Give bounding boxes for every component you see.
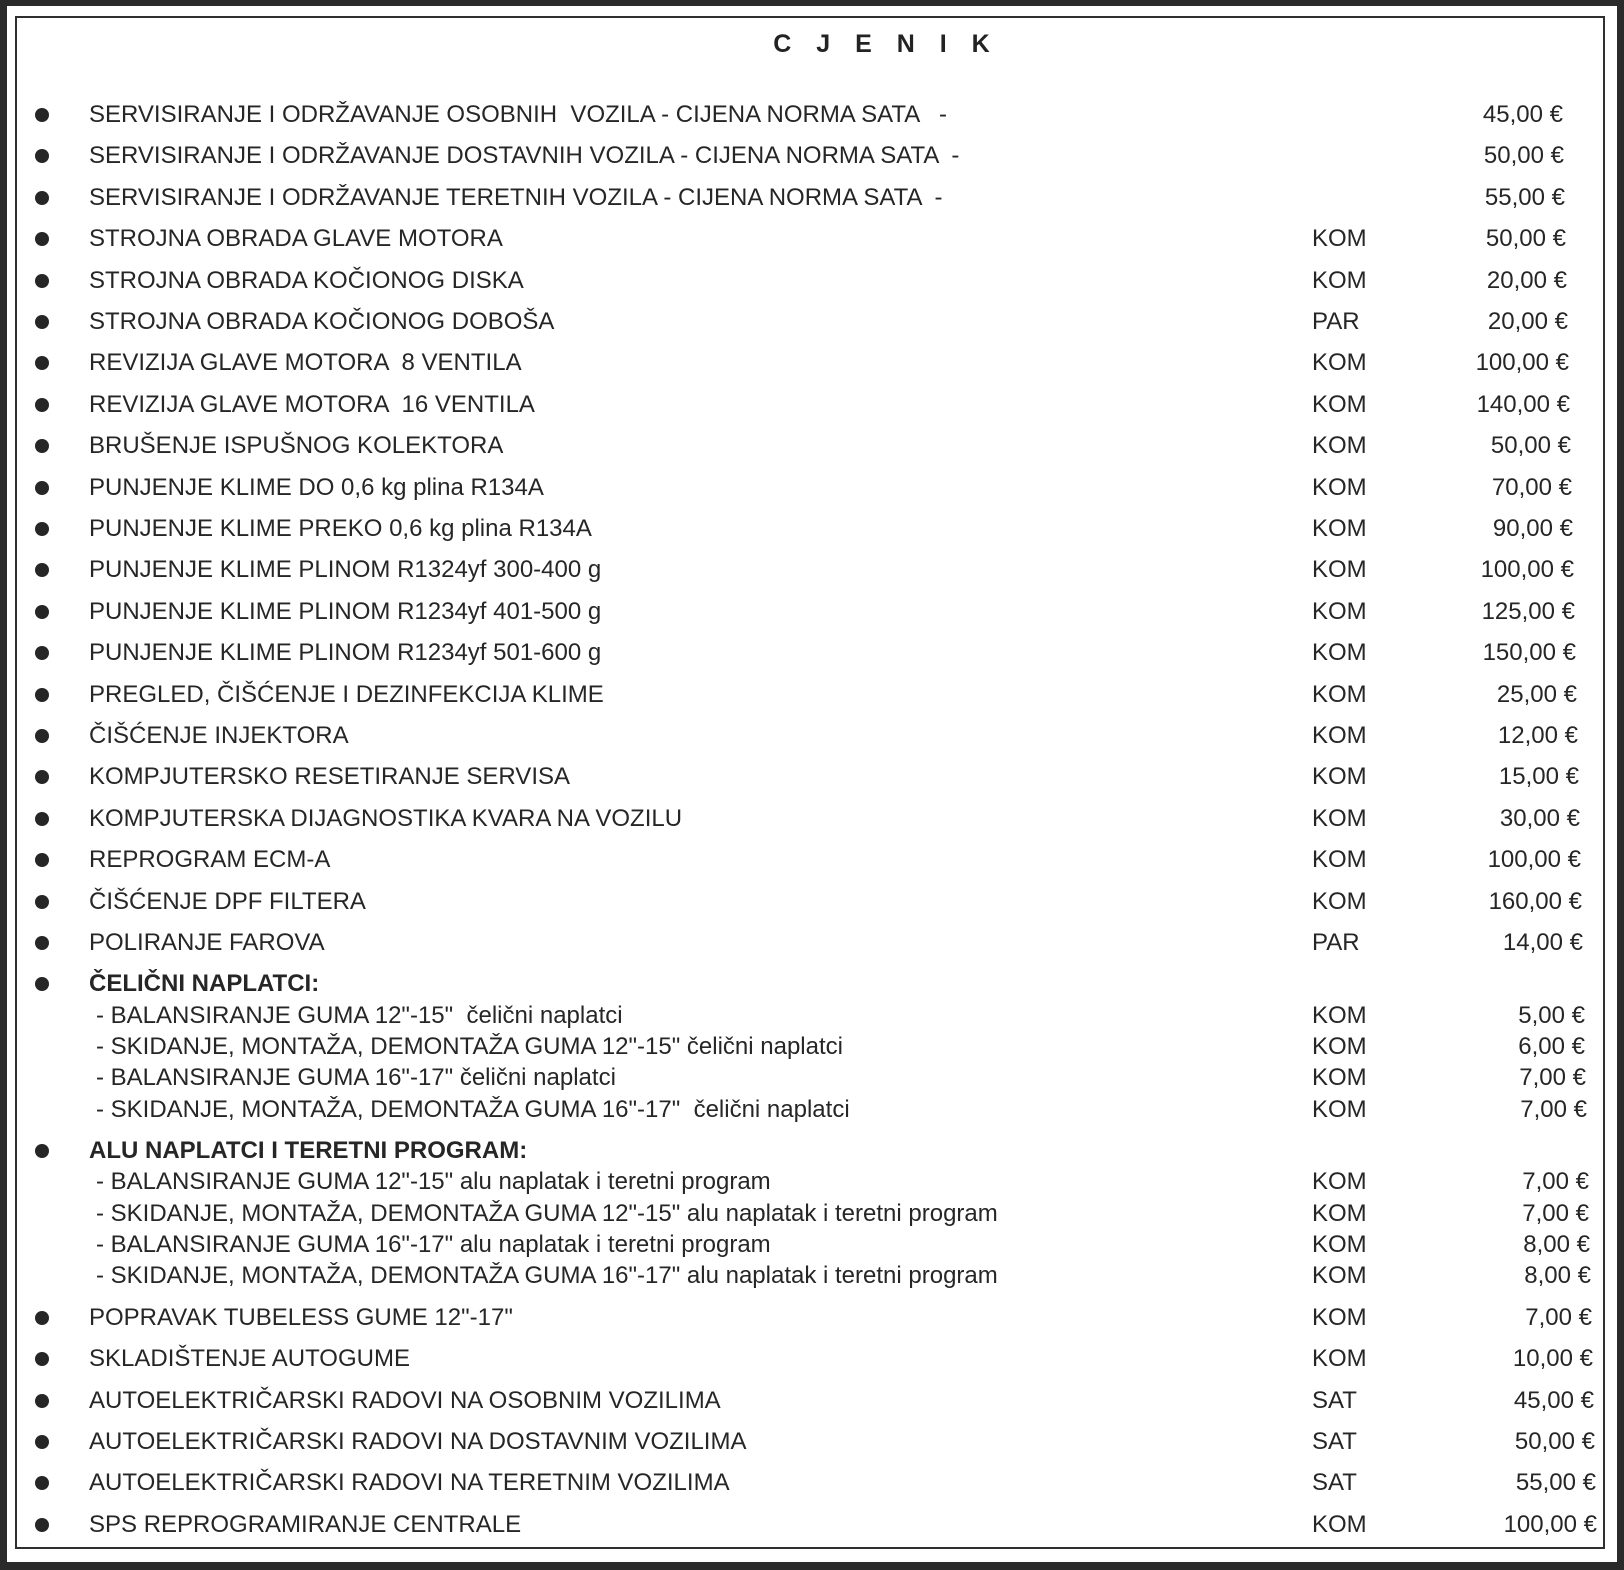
item-label: - SKIDANJE, MONTAŽA, DEMONTAŽA GUMA 12"-15" alu naplatak i teretni program [96, 1200, 998, 1227]
item-unit: KOM [1312, 1511, 1367, 1538]
bullet-icon [35, 1394, 49, 1408]
price-item [0, 804, 1624, 834]
item-label: AUTOELEKTRIČARSKI RADOVI NA DOSTAVNIM VOZILIMA [89, 1428, 747, 1455]
item-label: AUTOELEKTRIČARSKI RADOVI NA TERETNIM VOZILIMA [89, 1469, 730, 1496]
item-price: 7,00 € [1525, 1304, 1592, 1331]
bullet-icon [35, 274, 49, 288]
item-label: - BALANSIRANJE GUMA 12"-15" čelični naplatci [96, 1002, 623, 1029]
price-item [0, 721, 1624, 751]
item-price: 55,00 € [1484, 184, 1565, 211]
item-label: AUTOELEKTRIČARSKI RADOVI NA OSOBNIM VOZILIMA [89, 1387, 721, 1414]
item-label: SERVISIRANJE I ODRŽAVANJE TERETNIH VOZILA - CIJENA NORMA SATA - [89, 184, 943, 211]
bullet-icon [35, 439, 49, 453]
bullet-icon [35, 936, 49, 950]
item-label: REVIZIJA GLAVE MOTORA 8 VENTILA [89, 349, 522, 376]
item-price: 90,00 € [1492, 515, 1573, 542]
price-item [0, 141, 1624, 171]
item-price: 20,00 € [1486, 267, 1567, 294]
item-label: ALU NAPLATCI I TERETNI PROGRAM: [89, 1137, 528, 1164]
item-unit: PAR [1312, 929, 1360, 956]
price-sub-item [0, 1032, 1624, 1062]
item-label: SKLADIŠTENJE AUTOGUME [89, 1345, 410, 1372]
price-item [0, 348, 1624, 378]
item-unit: KOM [1312, 432, 1367, 459]
item-price: 20,00 € [1487, 308, 1568, 335]
bullet-icon [35, 1518, 49, 1532]
item-label: - SKIDANJE, MONTAŽA, DEMONTAŽA GUMA 16"-17" alu naplatak i teretni program [96, 1262, 998, 1289]
item-label: BRUŠENJE ISPUŠNOG KOLEKTORA [89, 432, 504, 459]
item-price: 8,00 € [1524, 1262, 1591, 1289]
item-price: 50,00 € [1514, 1428, 1595, 1455]
item-label: STROJNA OBRADA GLAVE MOTORA [89, 225, 503, 252]
price-item [0, 555, 1624, 585]
bullet-icon [35, 1476, 49, 1490]
bullet-icon [35, 563, 49, 577]
bullet-icon [35, 729, 49, 743]
price-item [0, 390, 1624, 420]
item-unit: KOM [1312, 1033, 1367, 1060]
item-price: 100,00 € [1487, 846, 1581, 873]
item-unit: KOM [1312, 1200, 1367, 1227]
item-label: STROJNA OBRADA KOČIONOG DISKA [89, 267, 524, 294]
price-item [0, 473, 1624, 503]
item-label: ČIŠĆENJE DPF FILTERA [89, 888, 366, 915]
bullet-icon [35, 646, 49, 660]
item-label: STROJNA OBRADA KOČIONOG DOBOŠA [89, 308, 555, 335]
item-price: 125,00 € [1481, 598, 1575, 625]
bullet-icon [35, 232, 49, 246]
item-price: 160,00 € [1488, 888, 1582, 915]
item-price: 100,00 € [1475, 349, 1569, 376]
item-label: KOMPJUTERSKA DIJAGNOSTIKA KVARA NA VOZILU [89, 805, 683, 832]
price-sub-item [0, 1001, 1624, 1031]
price-sub-item [0, 1095, 1624, 1125]
bullet-icon [35, 853, 49, 867]
item-price: 14,00 € [1502, 929, 1583, 956]
bullet-icon [35, 605, 49, 619]
bullet-icon [35, 895, 49, 909]
item-label: ČIŠĆENJE INJEKTORA [89, 722, 349, 749]
price-item [0, 224, 1624, 254]
item-unit: KOM [1312, 1262, 1367, 1289]
item-price: 140,00 € [1476, 391, 1570, 418]
price-item [0, 183, 1624, 213]
item-unit: KOM [1312, 846, 1367, 873]
price-item [0, 1344, 1624, 1374]
price-sub-item [0, 1230, 1624, 1260]
item-unit: KOM [1312, 888, 1367, 915]
bullet-icon [35, 812, 49, 826]
bullet-icon [35, 1435, 49, 1449]
item-price: 12,00 € [1497, 722, 1578, 749]
price-item [0, 1386, 1624, 1416]
item-price: 5,00 € [1518, 1002, 1585, 1029]
price-item [0, 887, 1624, 917]
item-price: 45,00 € [1513, 1387, 1594, 1414]
item-label: - SKIDANJE, MONTAŽA, DEMONTAŽA GUMA 12"-15" čelični naplatci [96, 1033, 843, 1060]
bullet-icon [35, 149, 49, 163]
item-price: 10,00 € [1512, 1345, 1593, 1372]
item-price: 100,00 € [1503, 1511, 1597, 1538]
item-unit: KOM [1312, 1231, 1367, 1258]
item-unit: KOM [1312, 763, 1367, 790]
price-list-title: C J E N I K [773, 30, 999, 58]
bullet-icon [35, 1311, 49, 1325]
item-label: PUNJENJE KLIME PREKO 0,6 kg plina R134A [89, 515, 592, 542]
price-item [0, 100, 1624, 130]
price-item [0, 845, 1624, 875]
item-price: 50,00 € [1485, 225, 1566, 252]
price-item [0, 431, 1624, 461]
item-unit: KOM [1312, 1345, 1367, 1372]
item-label: PUNJENJE KLIME PLINOM R1324yf 300-400 g [89, 556, 602, 583]
item-price: 7,00 € [1520, 1096, 1587, 1123]
price-item [0, 1303, 1624, 1333]
bullet-icon [35, 315, 49, 329]
price-item [0, 307, 1624, 337]
item-label: REPROGRAM ECM-A [89, 846, 331, 873]
item-unit: KOM [1312, 639, 1367, 666]
bullet-icon [35, 688, 49, 702]
item-price: 100,00 € [1480, 556, 1574, 583]
item-unit: KOM [1312, 474, 1367, 501]
item-price: 150,00 € [1482, 639, 1576, 666]
bullet-icon [35, 977, 49, 991]
price-item [0, 638, 1624, 668]
bullet-icon [35, 356, 49, 370]
item-unit: KOM [1312, 805, 1367, 832]
price-item [0, 680, 1624, 710]
item-price: 70,00 € [1491, 474, 1572, 501]
item-label: - SKIDANJE, MONTAŽA, DEMONTAŽA GUMA 16"-17" čelični naplatci [96, 1096, 850, 1123]
item-label: ČELIČNI NAPLATCI: [89, 970, 320, 997]
price-sub-item [0, 1063, 1624, 1093]
item-unit: KOM [1312, 1002, 1367, 1029]
bullet-icon [35, 1352, 49, 1366]
item-price: 7,00 € [1522, 1168, 1589, 1195]
price-sub-item [0, 1167, 1624, 1197]
bullet-icon [35, 398, 49, 412]
item-unit: KOM [1312, 722, 1367, 749]
item-label: PUNJENJE KLIME PLINOM R1234yf 501-600 g [89, 639, 602, 666]
item-unit: KOM [1312, 349, 1367, 376]
price-item [0, 762, 1624, 792]
section-header [0, 969, 1624, 999]
item-label: - BALANSIRANJE GUMA 16"-17" čelični naplatci [96, 1064, 616, 1091]
item-unit: KOM [1312, 1304, 1367, 1331]
item-price: 25,00 € [1496, 681, 1577, 708]
price-item [0, 1468, 1624, 1498]
bullet-icon [35, 522, 49, 536]
item-unit: KOM [1312, 515, 1367, 542]
item-price: 7,00 € [1522, 1200, 1589, 1227]
item-price: 50,00 € [1483, 142, 1564, 169]
item-price: 30,00 € [1499, 805, 1580, 832]
section-header [0, 1136, 1624, 1166]
item-label: SERVISIRANJE I ODRŽAVANJE OSOBNIH VOZILA - CIJENA NORMA SATA - [89, 101, 947, 128]
price-item [0, 928, 1624, 958]
item-unit: KOM [1312, 267, 1367, 294]
item-label: POLIRANJE FAROVA [89, 929, 325, 956]
item-unit: KOM [1312, 598, 1367, 625]
item-price: 50,00 € [1490, 432, 1571, 459]
item-label: - BALANSIRANJE GUMA 16"-17" alu naplatak i teretni program [96, 1231, 771, 1258]
item-unit: PAR [1312, 308, 1360, 335]
price-item [0, 597, 1624, 627]
item-unit: SAT [1312, 1428, 1357, 1455]
item-label: PREGLED, ČIŠĆENJE I DEZINFEKCIJA KLIME [89, 681, 604, 708]
bullet-icon [35, 1144, 49, 1158]
item-unit: KOM [1312, 1064, 1367, 1091]
item-price: 7,00 € [1519, 1064, 1586, 1091]
item-label: - BALANSIRANJE GUMA 12"-15" alu naplatak i teretni program [96, 1168, 771, 1195]
price-item [0, 266, 1624, 296]
item-label: REVIZIJA GLAVE MOTORA 16 VENTILA [89, 391, 535, 418]
item-label: SERVISIRANJE I ODRŽAVANJE DOSTAVNIH VOZILA - CIJENA NORMA SATA - [89, 142, 960, 169]
item-label: POPRAVAK TUBELESS GUME 12"-17" [89, 1304, 513, 1331]
item-unit: KOM [1312, 1168, 1367, 1195]
price-sub-item [0, 1261, 1624, 1291]
item-price: 15,00 € [1498, 763, 1579, 790]
item-label: KOMPJUTERSKO RESETIRANJE SERVISA [89, 763, 570, 790]
price-item [0, 1427, 1624, 1457]
item-unit: KOM [1312, 225, 1367, 252]
bullet-icon [35, 770, 49, 784]
item-unit: KOM [1312, 1096, 1367, 1123]
item-price: 8,00 € [1523, 1231, 1590, 1258]
item-unit: SAT [1312, 1387, 1357, 1414]
price-item [0, 514, 1624, 544]
bullet-icon [35, 191, 49, 205]
item-label: PUNJENJE KLIME PLINOM R1234yf 401-500 g [89, 598, 602, 625]
item-label: PUNJENJE KLIME DO 0,6 kg plina R134A [89, 474, 544, 501]
price-item [0, 1510, 1624, 1540]
item-unit: KOM [1312, 681, 1367, 708]
item-unit: SAT [1312, 1469, 1357, 1496]
item-label: SPS REPROGRAMIRANJE CENTRALE [89, 1511, 522, 1538]
price-sub-item [0, 1199, 1624, 1229]
item-unit: KOM [1312, 556, 1367, 583]
item-unit: KOM [1312, 391, 1367, 418]
item-price: 45,00 € [1482, 101, 1563, 128]
bullet-icon [35, 108, 49, 122]
item-price: 55,00 € [1515, 1469, 1596, 1496]
item-price: 6,00 € [1518, 1033, 1585, 1060]
bullet-icon [35, 481, 49, 495]
